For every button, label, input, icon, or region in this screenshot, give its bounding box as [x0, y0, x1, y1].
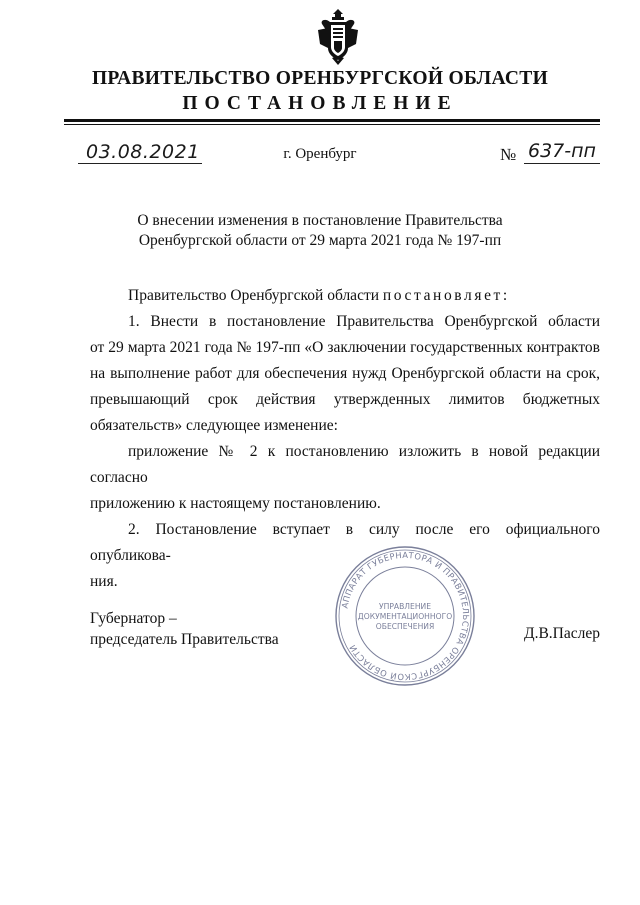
stamp-line: ОБЕСПЕЧЕНИЯ: [375, 622, 435, 631]
stamp-line: ДОКУМЕНТАЦИОННОГО: [357, 612, 453, 621]
document-type: ПОСТАНОВЛЕНИЕ: [182, 93, 458, 114]
paragraph-line: превышающий срок действия утвержденных лимитов бюджетных: [90, 391, 600, 408]
coat-of-arms-icon: [314, 8, 362, 66]
intro-verb: постановляет:: [382, 287, 510, 304]
stamp-outer-text: АППАРАТ ГУБЕРНАТОРА И ПРАВИТЕЛЬСТВА ОРЕНБУРГСКОЙ ОБЛАСТИ: [339, 549, 472, 683]
paragraph-line: приложению к настоящему постановлению.: [90, 495, 381, 512]
paragraph-line: от 29 марта 2021 года № 197-пп «О заключении государственных контрактов: [90, 339, 600, 356]
subject-line: Оренбургской области от 29 марта 2021 года № 197-пп: [138, 232, 502, 249]
header-rule-thick: [64, 119, 600, 122]
number-underline: [524, 163, 600, 164]
intro-text: Правительство Оренбургской области: [128, 287, 380, 304]
date-underline: [78, 163, 202, 164]
stamp-line: УПРАВЛЕНИЕ: [378, 602, 432, 611]
document-date: 03.08.2021: [86, 141, 200, 163]
document-subject: [0, 211, 640, 251]
signatory-title-line: Губернатор –: [90, 610, 177, 627]
document-number: 637-пп: [528, 140, 596, 162]
paragraph-line: 2. Постановление вступает в силу после его официального опубликова-: [90, 521, 600, 564]
paragraph-line: обязательств» следующее изменение:: [90, 417, 338, 434]
subject-line: О внесении изменения в постановление Правительства: [137, 212, 503, 229]
paragraph-line: приложение № 2 к постановлению изложить в новой редакции согласно: [90, 443, 600, 486]
intro-paragraph: [90, 283, 600, 309]
signatory-title: [90, 608, 279, 650]
document-city: г. Оренбург: [283, 146, 357, 162]
official-stamp: [334, 545, 476, 687]
paragraph-line: ния.: [90, 573, 118, 590]
number-sign: №: [500, 145, 517, 164]
paragraph-line: на выполнение работ для обеспечения нужд Оренбургской области на срок,: [90, 365, 600, 382]
signatory-title-line: председатель Правительства: [90, 631, 279, 648]
header-rule-thin: [64, 124, 600, 125]
paragraph-line: 1. Внести в постановление Правительства Оренбургской области: [128, 313, 600, 330]
government-title: ПРАВИТЕЛЬСТВО ОРЕНБУРГСКОЙ ОБЛАСТИ: [91, 68, 549, 89]
signatory-name: Д.В.Паслер: [524, 625, 600, 642]
